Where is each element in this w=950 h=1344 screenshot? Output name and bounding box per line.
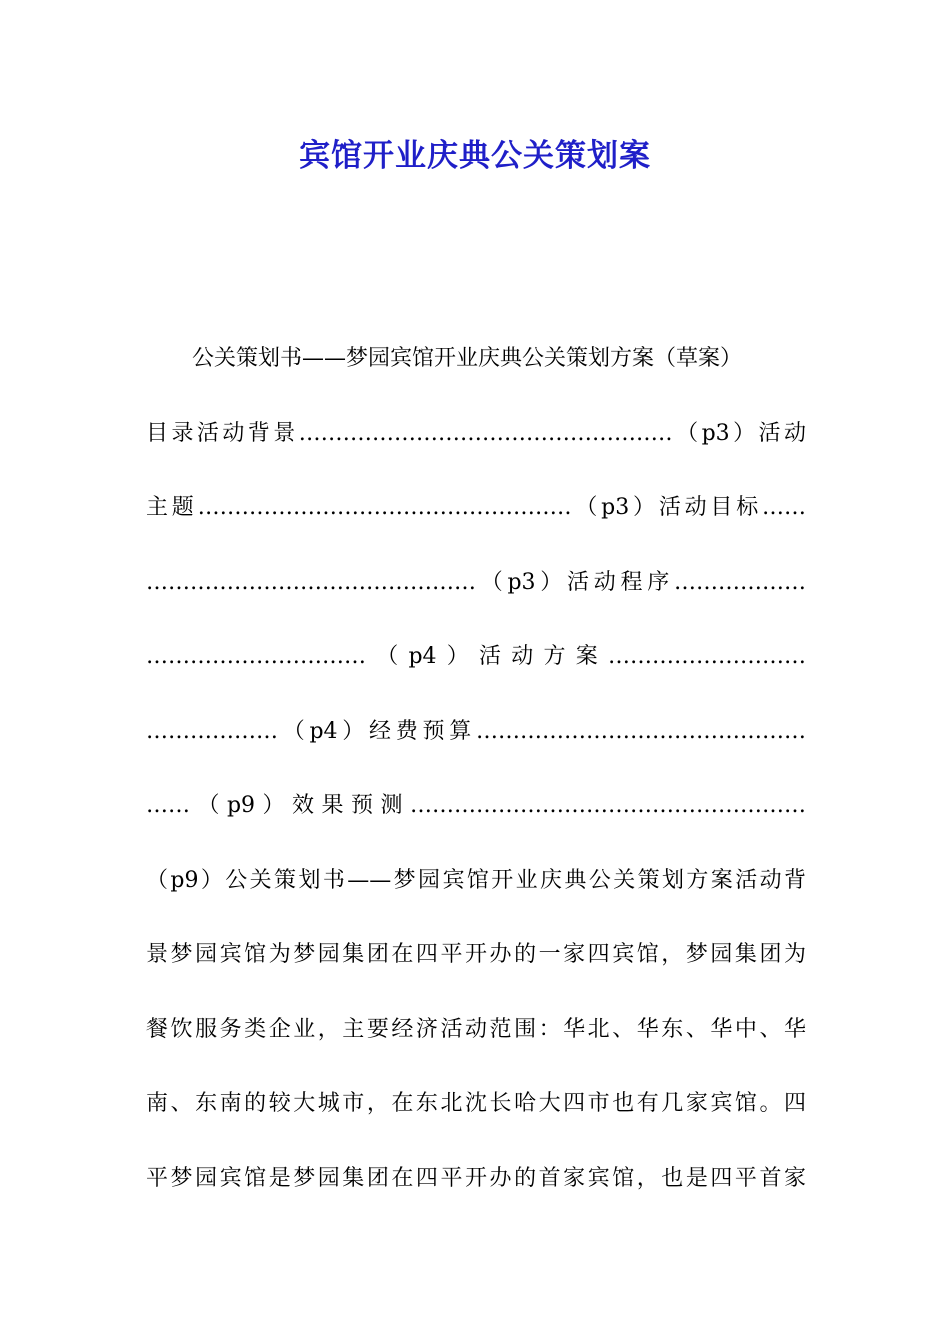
toc-line: 目录活动背景……………………………………………（p3）活动 bbox=[146, 420, 806, 446]
document-body bbox=[146, 336, 806, 1230]
toc-line: ……（p9）效果预测……………………………………………… bbox=[146, 793, 806, 818]
document-title: 宾馆开业庆典公关策划案 bbox=[299, 138, 651, 174]
paragraph-line: 餐饮服务类企业，主要经济活动范围：华北、华东、华中、华 bbox=[146, 1016, 806, 1042]
toc-line: …………………………（p4）活动方案……………………… bbox=[146, 644, 806, 669]
paragraph-line: 景梦园宾馆为梦园集团在四平开办的一家四宾馆，梦园集团为 bbox=[146, 942, 806, 967]
paragraph-line: 公关策划书——梦园宾馆开业庆典公关策划方案（草案） bbox=[192, 346, 743, 371]
toc-line: ………………………………………（p3）活动程序……………… bbox=[146, 569, 806, 595]
toc-line: ………………（p4）经费预算……………………………………… bbox=[146, 718, 806, 744]
paragraph-line: 南、东南的较大城市，在东北沈长哈大四市也有几家宾馆。四 bbox=[146, 1091, 806, 1116]
toc-line: 主题……………………………………………（p3）活动目标…… bbox=[146, 495, 806, 520]
paragraph-line: 平梦园宾馆是梦园集团在四平开办的首家宾馆，也是四平首家 bbox=[146, 1165, 806, 1191]
paragraph-line: （p9）公关策划书——梦园宾馆开业庆典公关策划方案活动背 bbox=[146, 867, 806, 893]
